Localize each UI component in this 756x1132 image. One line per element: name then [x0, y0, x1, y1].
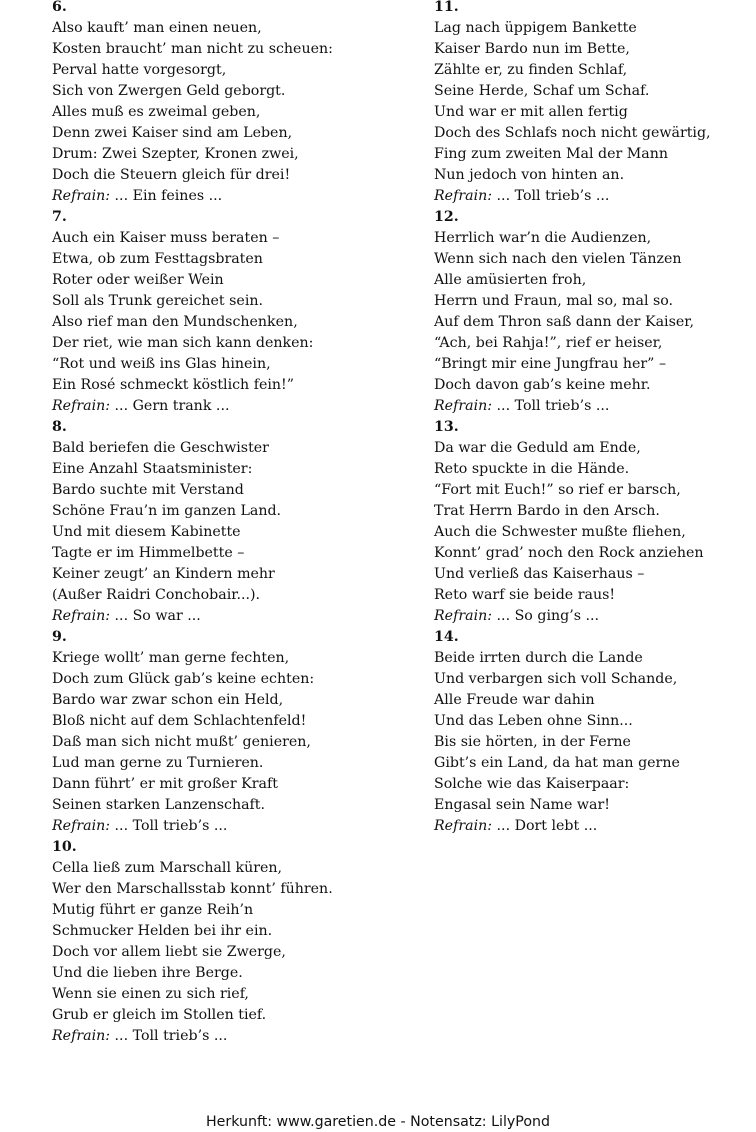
stanza-9 — [52, 627, 412, 837]
verse-line: Kriege wollt’ man gerne fechten, — [52, 650, 290, 666]
refrain-label: Refrain: — [434, 188, 493, 204]
stanza-7 — [52, 207, 412, 417]
stanza-number: 10. — [52, 839, 77, 855]
verse-line: Doch zum Glück gab’s keine echten: — [52, 671, 315, 687]
verse-line: Engasal sein Name war! — [434, 797, 610, 813]
verse-line: Alle Freude war dahin — [434, 692, 595, 708]
refrain-text: ... Toll trieb’s ... — [496, 188, 610, 204]
refrain-line — [434, 186, 754, 207]
verse-line: Auch ein Kaiser muss beraten – — [52, 230, 280, 246]
verse-line: Doch des Schlafs noch nicht gewärtig, — [434, 125, 711, 141]
verse-line: Perval hatte vorgesorgt, — [52, 62, 227, 78]
verse-line: Grub er gleich im Stollen tief. — [52, 1007, 267, 1023]
stanza-11 — [434, 0, 754, 207]
verse-line: Lag nach üppigem Bankette — [434, 20, 637, 36]
verse-line: Lud man gerne zu Turnieren. — [52, 755, 264, 771]
refrain-label: Refrain: — [52, 1028, 111, 1044]
stanza-6 — [52, 0, 412, 207]
verse-line: Reto warf sie beide raus! — [434, 587, 616, 603]
verse-line: Und verließ das Kaiserhaus – — [434, 566, 645, 582]
verse-line: Und die lieben ihre Berge. — [52, 965, 243, 981]
refrain-line — [434, 816, 754, 837]
left-column — [52, 0, 412, 1047]
refrain-line — [52, 606, 412, 627]
refrain-label: Refrain: — [52, 608, 111, 624]
verse-line: Also rief man den Mundschenken, — [52, 314, 298, 330]
verse-line: Cella ließ zum Marschall küren, — [52, 860, 283, 876]
verse-line: Soll als Trunk gereichet sein. — [52, 293, 264, 309]
verse-line: Der riet, wie man sich kann denken: — [52, 335, 314, 351]
stanza-number: 7. — [52, 209, 67, 225]
verse-line: Mutig führt er ganze Reih’n — [52, 902, 254, 918]
verse-line: Reto spuckte in die Hände. — [434, 461, 630, 477]
verse-line: Doch davon gab’s keine mehr. — [434, 377, 651, 393]
verse-line: Und verbargen sich voll Schande, — [434, 671, 678, 687]
stanza-number: 6. — [52, 0, 67, 15]
verse-line: Und mit diesem Kabinette — [52, 524, 241, 540]
stanza-number: 13. — [434, 419, 459, 435]
refrain-text: ... Toll trieb’s ... — [496, 398, 610, 414]
verse-line: Roter oder weißer Wein — [52, 272, 224, 288]
verse-line: Auf dem Thron saß dann der Kaiser, — [434, 314, 694, 330]
verse-line: “Ach, bei Rahja!”, rief er heiser, — [434, 335, 663, 351]
verse-line: Zählte er, zu finden Schlaf, — [434, 62, 628, 78]
verse-line: Bloß nicht auf dem Schlachtenfeld! — [52, 713, 307, 729]
refrain-text: ... Toll trieb’s ... — [114, 1028, 228, 1044]
verse-line: Denn zwei Kaiser sind am Leben, — [52, 125, 293, 141]
refrain-line — [52, 186, 412, 207]
verse-line: Herrlich war’n die Audienzen, — [434, 230, 652, 246]
verse-line: Drum: Zwei Szepter, Kronen zwei, — [52, 146, 299, 162]
verse-line: Eine Anzahl Staatsminister: — [52, 461, 253, 477]
stanza-number: 12. — [434, 209, 459, 225]
verse-line: Bardo war zwar schon ein Held, — [52, 692, 284, 708]
refrain-text: ... Toll trieb’s ... — [114, 818, 228, 834]
verse-line: Und das Leben ohne Sinn... — [434, 713, 633, 729]
verse-line: Fing zum zweiten Mal der Mann — [434, 146, 669, 162]
verse-line: Bis sie hörten, in der Ferne — [434, 734, 631, 750]
verse-line: Alles muß es zweimal geben, — [52, 104, 261, 120]
stanza-14 — [434, 627, 754, 837]
stanza-12 — [434, 207, 754, 417]
stanza-8 — [52, 417, 412, 627]
verse-line: Bardo suchte mit Verstand — [52, 482, 244, 498]
verse-line: Konnt’ grad’ noch den Rock anziehen — [434, 545, 704, 561]
refrain-line — [52, 816, 412, 837]
verse-line: “Rot und weiß ins Glas hinein, — [52, 356, 271, 372]
refrain-text: ... Gern trank ... — [114, 398, 230, 414]
refrain-label: Refrain: — [434, 608, 493, 624]
refrain-label: Refrain: — [52, 818, 111, 834]
verse-line: Doch vor allem liebt sie Zwerge, — [52, 944, 286, 960]
stanza-number: 11. — [434, 0, 459, 15]
verse-line: Schmucker Helden bei ihr ein. — [52, 923, 273, 939]
verse-line: Seinen starken Lanzenschaft. — [52, 797, 266, 813]
verse-line: (Außer Raidri Conchobair...). — [52, 587, 261, 603]
stanza-number: 14. — [434, 629, 459, 645]
refrain-line — [434, 606, 754, 627]
verse-line: Daß man sich nicht mußt’ genieren, — [52, 734, 311, 750]
verse-line: “Fort mit Euch!” so rief er barsch, — [434, 482, 681, 498]
refrain-text: ... Ein feines ... — [114, 188, 223, 204]
verse-line: Doch die Steuern gleich für drei! — [52, 167, 291, 183]
verse-line: Ein Rosé schmeckt köstlich fein!” — [52, 377, 294, 393]
verse-line: Wer den Marschallsstab konnt’ führen. — [52, 881, 333, 897]
verse-line: Kosten braucht’ man nicht zu scheuen: — [52, 41, 333, 57]
verse-line: Trat Herrn Bardo in den Arsch. — [434, 503, 660, 519]
refrain-label: Refrain: — [434, 818, 493, 834]
verse-line: Bald beriefen die Geschwister — [52, 440, 269, 456]
verse-line: Beide irrten durch die Lande — [434, 650, 643, 666]
verse-line: Herrn und Fraun, mal so, mal so. — [434, 293, 674, 309]
verse-line: Kaiser Bardo nun im Bette, — [434, 41, 630, 57]
verse-line: Etwa, ob zum Festtagsbraten — [52, 251, 263, 267]
verse-line: Wenn sie einen zu sich rief, — [52, 986, 249, 1002]
refrain-text: ... So war ... — [114, 608, 201, 624]
verse-line: Auch die Schwester mußte fliehen, — [434, 524, 686, 540]
verse-line: “Bringt mir eine Jungfrau her” – — [434, 356, 667, 372]
verse-line: Da war die Geduld am Ende, — [434, 440, 641, 456]
refrain-label: Refrain: — [52, 188, 111, 204]
stanza-13 — [434, 417, 754, 627]
refrain-line — [52, 1026, 412, 1047]
verse-line: Schöne Frau’n im ganzen Land. — [52, 503, 282, 519]
verse-line: Keiner zeugt’ an Kindern mehr — [52, 566, 275, 582]
footer-credits: Herkunft: www.garetien.de - Notensatz: LilyPond — [205, 1114, 551, 1130]
verse-line: Seine Herde, Schaf um Schaf. — [434, 83, 650, 99]
verse-line: Sich von Zwergen Geld geborgt. — [52, 83, 286, 99]
verse-line: Gibt’s ein Land, da hat man gerne — [434, 755, 680, 771]
verse-line: Nun jedoch von hinten an. — [434, 167, 625, 183]
refrain-line — [52, 396, 412, 417]
stanza-number: 8. — [52, 419, 67, 435]
refrain-label: Refrain: — [434, 398, 493, 414]
stanza-10 — [52, 837, 412, 1047]
refrain-label: Refrain: — [52, 398, 111, 414]
verse-line: Wenn sich nach den vielen Tänzen — [434, 251, 682, 267]
verse-line: Tagte er im Himmelbette – — [52, 545, 245, 561]
verse-line: Also kauft’ man einen neuen, — [52, 20, 262, 36]
refrain-text: ... Dort lebt ... — [496, 818, 598, 834]
right-column — [434, 0, 754, 837]
verse-line: Solche wie das Kaiserpaar: — [434, 776, 630, 792]
verse-line: Und war er mit allen fertig — [434, 104, 628, 120]
refrain-text: ... So ging’s ... — [496, 608, 600, 624]
verse-line: Dann führt’ er mit großer Kraft — [52, 776, 278, 792]
stanza-number: 9. — [52, 629, 67, 645]
verse-line: Alle amüsierten froh, — [434, 272, 587, 288]
refrain-line — [434, 396, 754, 417]
